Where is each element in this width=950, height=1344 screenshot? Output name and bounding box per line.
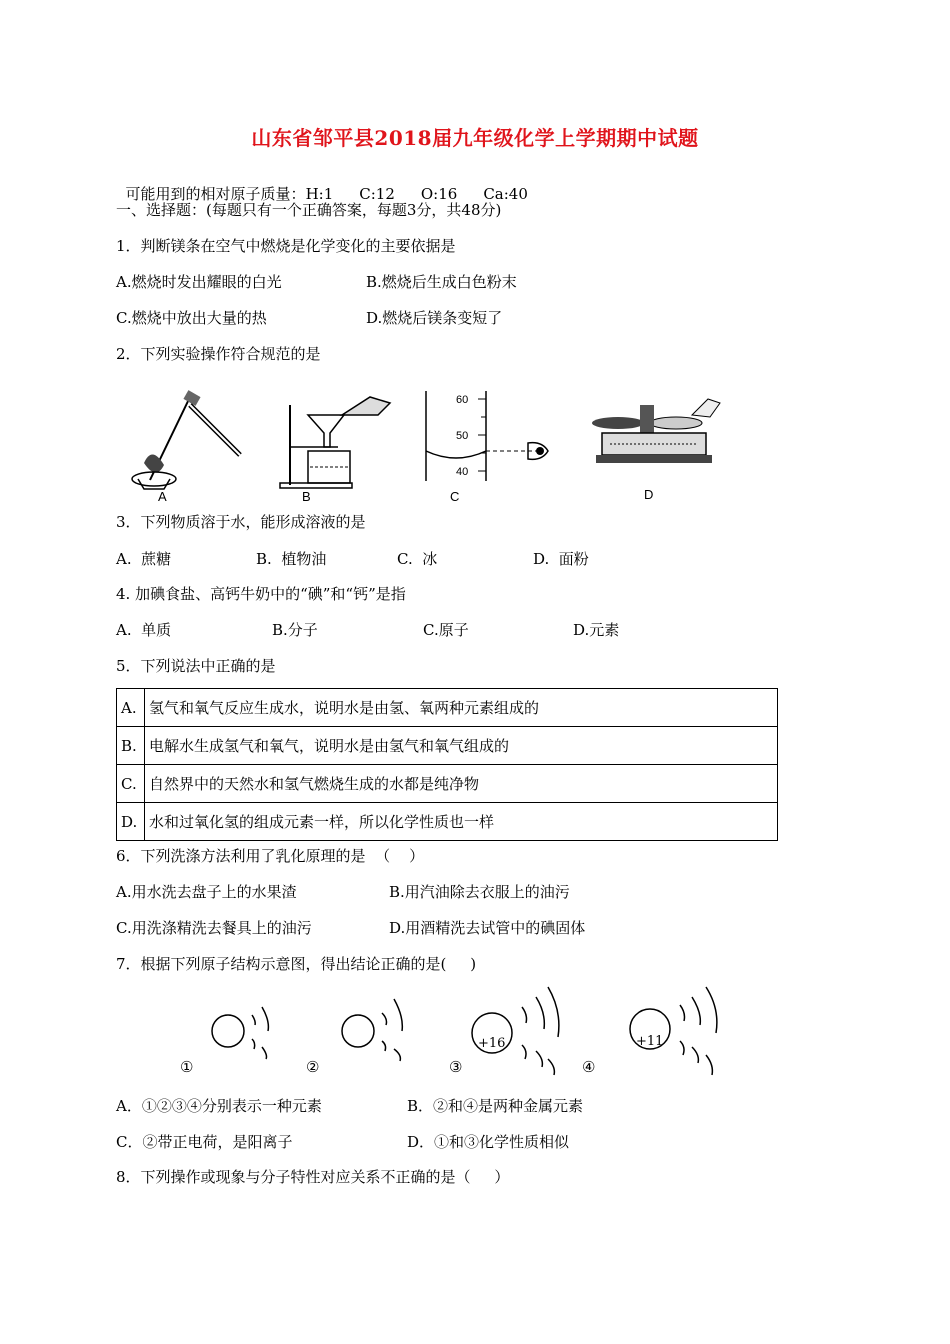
mass-ca: Ca:40 (483, 185, 528, 203)
tick-60: 60 (456, 394, 469, 406)
mass-h: H:1 (305, 185, 334, 203)
q1-option-b: B.燃烧后生成白色粉末 (366, 273, 517, 291)
figure-c-cylinder (416, 385, 576, 503)
q4-option-a: A. 单质 (116, 621, 172, 639)
q2-figures (116, 385, 756, 503)
atom-label-3: ③ (449, 1058, 463, 1076)
q7-option-b: B．②和④是两种金属元素 (407, 1097, 584, 1115)
atom-label-4: ④ (582, 1058, 596, 1076)
table-row (117, 803, 778, 841)
q6-option-c: C.用洗涤精洗去餐具上的油污 (116, 919, 312, 937)
atom-diagram-4 (628, 985, 728, 1080)
q3-option-c: C. 冰 (397, 550, 438, 568)
q8-stem: 8．下列操作或现象与分子特性对应关系不正确的是（ ） (116, 1168, 510, 1186)
mass-c: C:12 (359, 185, 395, 203)
atom-diagram-2 (338, 985, 418, 1065)
q5-key: D. (117, 803, 145, 841)
q7-option-a: A．①②③④分别表示一种元素 (116, 1097, 322, 1115)
tick-50: 50 (456, 430, 469, 442)
q1-option-d: D.燃烧后镁条变短了 (366, 309, 503, 327)
q5-text: 自然界中的天然水和氢气燃烧生成的水都是纯净物 (145, 765, 778, 803)
q3-option-d: D. 面粉 (533, 550, 589, 568)
q5-table (116, 688, 778, 841)
q5-text: 水和过氧化氢的组成元素一样，所以化学性质也一样 (145, 803, 778, 841)
q5-key: C. (117, 765, 145, 803)
q3-stem: 3．下列物质溶于水，能形成溶液的是 (116, 513, 366, 531)
atom-diagram-3 (470, 985, 570, 1080)
atom-diagram-1 (208, 985, 288, 1065)
fig-label-c: C (450, 489, 460, 503)
section-heading: 一、选择题：(每题只有一个正确答案，每题3分，共48分) (116, 201, 502, 219)
q4-stem: 4. 加碘食盐、高钙牛奶中的“碘”和“钙”是指 (116, 585, 406, 603)
q2-stem: 2．下列实验操作符合规范的是 (116, 345, 321, 363)
table-row (117, 689, 778, 727)
atom-label-2: ② (306, 1058, 320, 1076)
figure-b-filtering (272, 385, 412, 503)
q1-option-c: C.燃烧中放出大量的热 (116, 309, 267, 327)
q6-option-b: B.用汽油除去衣服上的油污 (389, 883, 570, 901)
q5-text: 氢气和氧气反应生成水，说明水是由氢、氧两种元素组成的 (145, 689, 778, 727)
page-title: 山东省邹平县2018届九年级化学上学期期中试题 (251, 126, 699, 150)
fig-label-d: D (644, 487, 654, 502)
q5-key: A. (117, 689, 145, 727)
nucleus-3: +16 (478, 1036, 506, 1051)
table-row (117, 765, 778, 803)
q3-option-a: A. 蔗糖 (116, 550, 172, 568)
q6-option-d: D.用酒精洗去试管中的碘固体 (389, 919, 586, 937)
atom-label-1: ① (180, 1058, 194, 1076)
q1-stem: 1．判断镁条在空气中燃烧是化学变化的主要依据是 (116, 237, 456, 255)
fig-label-a: A (158, 489, 167, 503)
atomic-mass-label: 可能用到的相对原子质量： (125, 185, 306, 203)
q7-option-d: D．①和③化学性质相似 (407, 1133, 570, 1151)
figure-d-balance (584, 385, 734, 503)
tick-40: 40 (456, 466, 469, 478)
q5-key: B. (117, 727, 145, 765)
q6-stem: 6．下列洗涤方法利用了乳化原理的是 （ ） (116, 847, 425, 865)
q5-stem: 5．下列说法中正确的是 (116, 657, 276, 675)
q3-option-b: B. 植物油 (256, 550, 327, 568)
q4-option-b: B.分子 (272, 621, 318, 639)
mass-o: O:16 (420, 185, 458, 203)
fig-label-b: B (302, 489, 311, 503)
q4-option-c: C.原子 (423, 621, 469, 639)
table-row (117, 727, 778, 765)
figure-a-heating (130, 385, 250, 503)
q4-option-d: D.元素 (573, 621, 620, 639)
q6-option-a: A.用水洗去盘子上的水果渣 (116, 883, 297, 901)
q7-stem: 7．根据下列原子结构示意图，得出结论正确的是( ) (116, 955, 477, 973)
q1-option-a: A.燃烧时发出耀眼的白光 (116, 273, 282, 291)
atomic-mass-line (116, 164, 554, 204)
q5-text: 电解水生成氢气和氧气，说明水是由氢气和氧气组成的 (145, 727, 778, 765)
nucleus-4: +11 (636, 1034, 664, 1049)
q7-option-c: C．②带正电荷，是阳离子 (116, 1133, 293, 1151)
